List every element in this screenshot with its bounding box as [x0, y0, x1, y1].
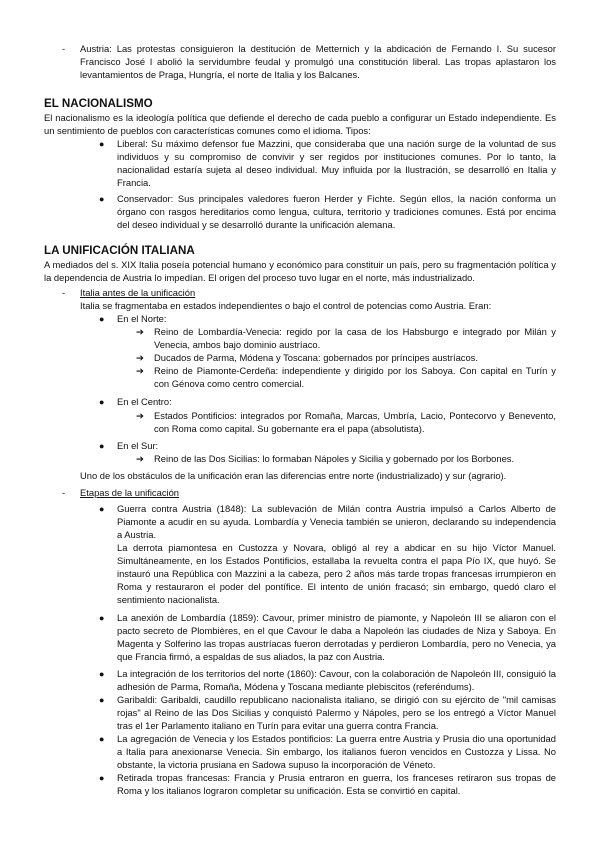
bullet-icon: ● — [99, 773, 105, 783]
arrow-icon: ➔ — [136, 365, 144, 376]
italia-antes-intro: Italia se fragmentaba en estados independientes o bajo el control de potencias como Austria. Eran: — [80, 300, 492, 311]
norte-lombardia-venecia: Reino de Lombardía-Venecia: regido por la casa de los Habsburgo e integrado por Milán y Venecia, ambos bajo dominio austríaco. — [154, 326, 556, 350]
bullet-icon: ● — [99, 441, 105, 451]
etapa-garibaldi: Garibaldi: Garibaldi, caudillo republicano nacionalista italiano, se dirigió con su ejército de "mil camisas rojas" al Reino de las Dos Sicilias y conquistó Palermo y Nápoles, pero se los entregó a Víctor Manuel tras el 1er Parlamento italiano en Turín para evitar una guerra contra Francia. — [117, 694, 556, 731]
nacionalismo-intro: El nacionalismo es la ideología política que defiende el derecho de cada pueblo a configurar un Estado independiente. Es un sentimiento de pueblos con características comunes como el idioma. Tipos: — [44, 112, 556, 136]
bullet-icon: ● — [99, 194, 105, 204]
centro-estados-pontificios: Estados Pontificios: integrados por Romaña, Marcas, Umbría, Lacio, Pontecorvo y Benevento, con Roma como capital. Su gobernante era el papa (absolutista). — [154, 410, 556, 434]
subheading-italia-antes: Italia antes de la unificación — [80, 287, 196, 298]
bullet-icon: ● — [99, 504, 105, 514]
nacionalismo-conservador: Conservador: Sus principales valedores fueron Herder y Fichte. Según ellos, la nación conforma un órgano con rasgos hereditarios como lengua, cultura, territorio y tradiciones comunes. Está por encima del deseo individual y se desarrolló durante la unificación alemana. — [117, 193, 556, 230]
bullet-icon: ● — [99, 734, 105, 744]
dash-marker: - — [62, 287, 66, 298]
bullet-icon: ● — [99, 139, 105, 149]
etapa-anexion-lombardia: La anexión de Lombardía (1859): Cavour, primer ministro de piamonte, y Napoleón III se aliaron con el pacto secreto de Plombières, en el que Cavour le daba a Napoleón las ciudades de Niza y Saboya. En Magenta y Solferino las tropas austríacas fueron derrotadas y perdieron Lombardía, pero no Venecia, ya que Francia firmó, a espaldas de sus aliados, la paz con Austria. — [117, 612, 556, 662]
arrow-icon: ➔ — [136, 410, 144, 421]
section-title-nacionalismo: EL NACIONALISMO — [44, 97, 153, 110]
unificacion-intro: A mediados del s. XIX Italia poseía potencial humano y económico para constituir un país, pero su fragmentación política y la dependencia de Austria lo impedían. El origen del proceso tuvo lugar en el norte, más industrializado. — [44, 259, 556, 283]
austria-paragraph: Austria: Las protestas consiguieron la destitución de Metternich y la abdicación de Fernando I. Su sucesor Francisco José I abolió la servidumbre feudal y promulgó una constitución liberal. Las tropas aplastaron los levantamientos de Praga, Hungría, el norte de Italia y los Balcanes. — [80, 43, 556, 80]
etapa-guerra-austria-cont: La derrota piamontesa en Custozza y Novara, obligó al rey a abdicar en su hijo Víctor Manuel. Simultáneamente, en los Estados Pontificios, estallaba la revuelta contra el papa Pío IX, que huyó. Se instauró una República con Mazzini a la cabeza, pero 2 años más tarde tropas francesas irrumpieron en Roma y restauraron el poder del pontífice. El intento de unión fracasó; sin embargo, quedó claro el sentimiento nacionalista. — [117, 542, 556, 605]
bullet-icon: ● — [99, 314, 105, 324]
region-sur: En el Sur: — [117, 440, 159, 451]
etapa-integracion-norte: La integración de los territorios del norte (1860): Cavour, con la colaboración de Napoleón III, consiguió la adhesión de Parma, Romaña, Módena y Toscana mediante plebiscitos (referéndums). — [117, 668, 556, 692]
norte-ducados: Ducados de Parma, Módena y Toscana: gobernados por príncipes austríacos. — [154, 352, 478, 363]
bullet-icon: ● — [99, 613, 105, 623]
bullet-icon: ● — [99, 397, 105, 407]
etapa-venecia-pontificios: La agregación de Venecia y los Estados pontificios: La guerra entre Austria y Prusia dio una oportunidad a Italia para anexionarse Venecia. Sin embargo, los italianos fueron vencidos en Custozza y Lissa. No obstante, la victoria prusiana en Sadowa supuso la incorporación de Véneto. — [117, 733, 556, 770]
bullet-icon: ● — [99, 695, 105, 705]
region-norte: En el Norte: — [117, 313, 167, 324]
etapa-retirada-francesas: Retirada tropas francesas: Francia y Prusia entraron en guerra, los franceses retiraron sus tropas de Roma y los italianos lograron completar su unificación. Esta se convirtió en capital. — [117, 772, 556, 796]
etapa-guerra-austria: Guerra contra Austria (1848): La sublevación de Milán contra Austria impulsó a Carlos Alberto de Piamonte a acudir en su ayuda. Lombardía y Venecia también se unieron, declarando su independencia a Austria. — [117, 503, 556, 540]
dash-marker: - — [62, 43, 66, 54]
arrow-icon: ➔ — [136, 326, 144, 337]
arrow-icon: ➔ — [136, 453, 144, 464]
nacionalismo-liberal: Liberal: Su máximo defensor fue Mazzini, que consideraba que una nación surge de la voluntad de sus individuos y su compromiso de convivir y ser regidos por instituciones comunes. Por lo tanto, la nacionalidad estaría sujeta al deseo individual. Muy influida por la Ilustración, se desarrolló en Italia y Francia. — [117, 138, 556, 188]
sur-dos-sicilias: Reino de las Dos Sicilias: lo formaban Nápoles y Sicilia y gobernado por los Borbones. — [154, 453, 515, 464]
region-centro: En el Centro: — [117, 396, 172, 407]
norte-piamonte-cerdena: Reino de Piamonte-Cerdeña: independiente y dirigido por los Saboya. Con capital en Turín y con Génova como centro comercial. — [154, 365, 556, 389]
arrow-icon: ➔ — [136, 352, 144, 363]
section-title-unificacion: LA UNIFICACIÓN ITALIANA — [44, 244, 195, 257]
dash-marker: - — [62, 487, 66, 498]
bullet-icon: ● — [99, 669, 105, 679]
subheading-etapas: Etapas de la unificación — [80, 487, 180, 498]
obstaculo-paragraph: Uno de los obstáculos de la unificación eran las diferencias entre norte (industrializado) y sur (agrario). — [80, 470, 507, 481]
